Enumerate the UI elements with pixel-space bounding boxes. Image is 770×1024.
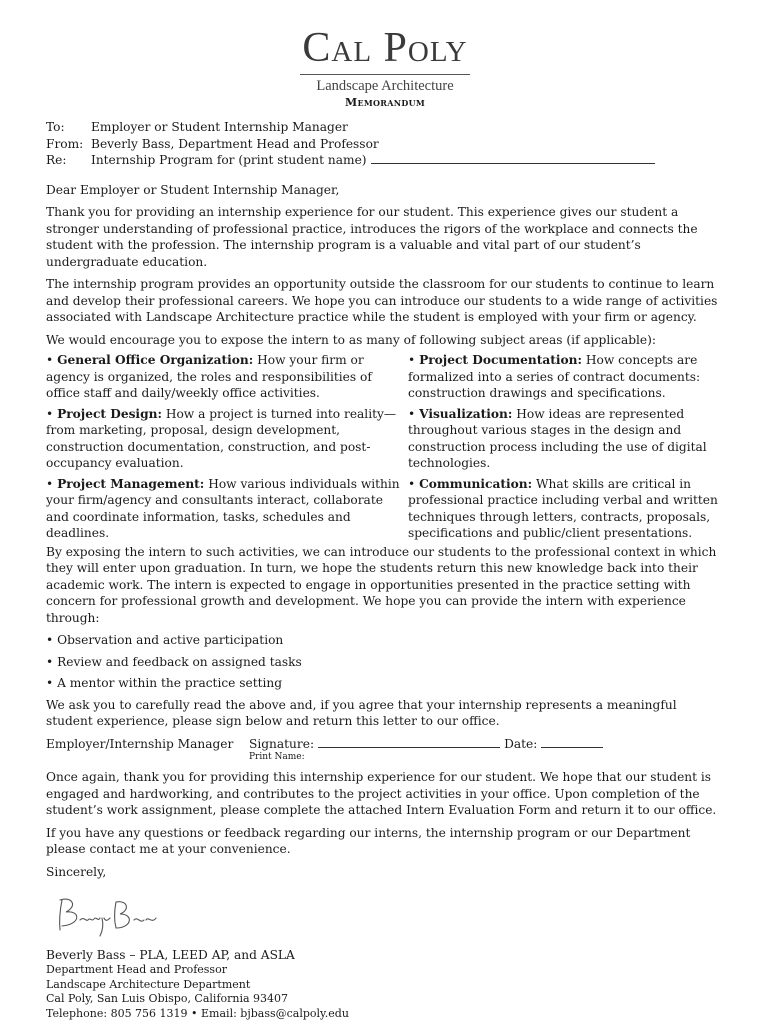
memo-body <box>46 119 726 1021</box>
student-name-line[interactable] <box>371 152 655 164</box>
subject-areas <box>46 352 726 542</box>
subject-area-item: • Communication: What skills are critical in professional practice including verbal and written techniques through letters, contracts, proposals, specifications and public/client presentations. <box>408 476 718 540</box>
subject-area-title: Project Design: <box>57 406 162 421</box>
cal-poly-logo <box>0 26 770 95</box>
handwritten-signature <box>50 892 160 938</box>
experience-item: • A mentor within the practice setting <box>46 676 283 690</box>
signature-label: Signature: <box>249 736 315 751</box>
paragraph-1: Thank you for providing an internship experience for our student. This experience gives our student a stronger understanding of professional practice, introduces the rigors of the workplace and connects the student with the profession. The internship program is a valuable and vital part of our student’s undergraduate education. <box>46 205 698 269</box>
to-row <box>46 119 726 136</box>
paragraph-3: We would encourage you to expose the intern to as many of following subject areas (if applicable): <box>46 332 656 347</box>
subject-area-text: How your firm or agency is organized, the roles and responsibilities of office staff and daily/weekly office activities. <box>46 353 372 400</box>
re-value: Internship Program for (print student name) <box>91 153 367 167</box>
paragraph-7: If you have any questions or feedback regarding our interns, the internship program or our Department please contact me at your convenience. <box>46 825 691 856</box>
subject-area-item: • Project Design: How a project is turned into reality—from marketing, proposal, design development, construction documentation, construction, and post-occupancy evaluation. <box>46 406 397 470</box>
memo-title: Memorandum <box>344 96 426 109</box>
date-label: Date: <box>504 736 538 751</box>
sender-name: Beverly Bass – PLA, LEED AP, and ASLA <box>46 947 295 962</box>
paragraph-5: We ask you to carefully read the above and, if you agree that your internship represents a meaningful student experience, please sign below and return this letter to our office. <box>46 697 677 728</box>
subject-area-item: • Project Management: How various individuals within your firm/agency and consultants interact, collaborate and coordinate information, tasks, schedules and deadlines. <box>46 476 400 540</box>
paragraph-4: By exposing the intern to such activities, we can introduce our students to the professional context in which they will enter upon graduation. In turn, we hope the students return this new knowledge back into their academic work. The intern is expected to engage in opportunities presented in the practice setting with concern for professional growth and development. We hope you can provide the intern with experience through: <box>46 544 717 625</box>
from-label: From: <box>46 136 84 151</box>
sender-address: Cal Poly, San Luis Obispo, California 93407 <box>46 992 289 1005</box>
sender-contact: Telephone: 805 756 1319 • Email: bjbass@calpoly.edu <box>46 1006 349 1020</box>
subject-area-item: • Visualization: How ideas are represented throughout various stages in the design and construction process including the use of digital technologies. <box>408 406 707 470</box>
subject-area-text: How various individuals within your firm/agency and consultants interact, collaborate and coordinate information, tasks, schedules and deadlines. <box>46 476 400 540</box>
from-row <box>46 136 726 153</box>
logo-divider <box>300 74 470 75</box>
subject-area-title: Project Documentation: <box>419 353 583 367</box>
to-label: To: <box>46 120 65 134</box>
subject-area-text: What skills are critical in professional practice including verbal and written techniques through letters, contracts, proposals, specifications and public/client presentations. <box>408 476 718 540</box>
signer-role: Employer/Internship Manager <box>46 736 234 751</box>
subject-area-title: Communication: <box>419 476 533 491</box>
closing: Sincerely, <box>46 864 107 879</box>
sender-department: Landscape Architecture Department <box>46 977 251 991</box>
logo-department: Landscape Architecture <box>316 78 454 94</box>
sender-title: Department Head and Professor <box>46 963 227 976</box>
signature-line[interactable] <box>318 736 500 748</box>
paragraph-6: Once again, thank you for providing this internship experience for our student. We hope that our student is engaged and hardworking, and contributes to the project activities in your office. Upon completion of the student’s work assignment, please complete the attached Intern Evaluation Form and return it to our office. <box>46 770 717 817</box>
to-value: Employer or Student Internship Manager <box>91 120 348 134</box>
signature-row <box>46 736 726 753</box>
re-label: Re: <box>46 153 67 167</box>
logo-wordmark: Cal Poly <box>302 25 468 71</box>
subject-area-title: Project Management: <box>57 476 205 491</box>
print-name-label: Print Name: <box>249 752 305 762</box>
subject-area-item: • General Office Organization: How your firm or agency is organized, the roles and responsibilities of office staff and daily/weekly office activities. <box>46 353 372 400</box>
from-value: Beverly Bass, Department Head and Professor <box>91 136 379 151</box>
subject-area-item: • Project Documentation: How concepts are formalized into a series of contract documents: construction drawings and specifications. <box>408 353 701 400</box>
date-line[interactable] <box>541 736 603 748</box>
re-row <box>46 152 726 169</box>
subject-area-text: How a project is turned into reality—from marketing, proposal, design development, construction documentation, construction, and post-occupancy evaluation. <box>46 406 397 470</box>
subject-area-text: How ideas are represented throughout various stages in the design and construction process including the use of digital technologies. <box>408 406 707 470</box>
subject-area-title: Visualization: <box>419 406 513 421</box>
subject-area-title: General Office Organization: <box>57 353 254 367</box>
paragraph-2: The internship program provides an opportunity outside the classroom for our students to continue to learn and develop their professional careers. We hope you can introduce our students to a wide range of activities associated with Landscape Architecture practice while the student is employed with your firm or agency. <box>46 277 718 324</box>
salutation: Dear Employer or Student Internship Manager, <box>46 182 340 197</box>
subject-area-text: How concepts are formalized into a series of contract documents: construction drawings and specifications. <box>408 353 701 400</box>
experience-item: • Review and feedback on assigned tasks <box>46 654 302 669</box>
experience-item: • Observation and active participation <box>46 633 284 647</box>
